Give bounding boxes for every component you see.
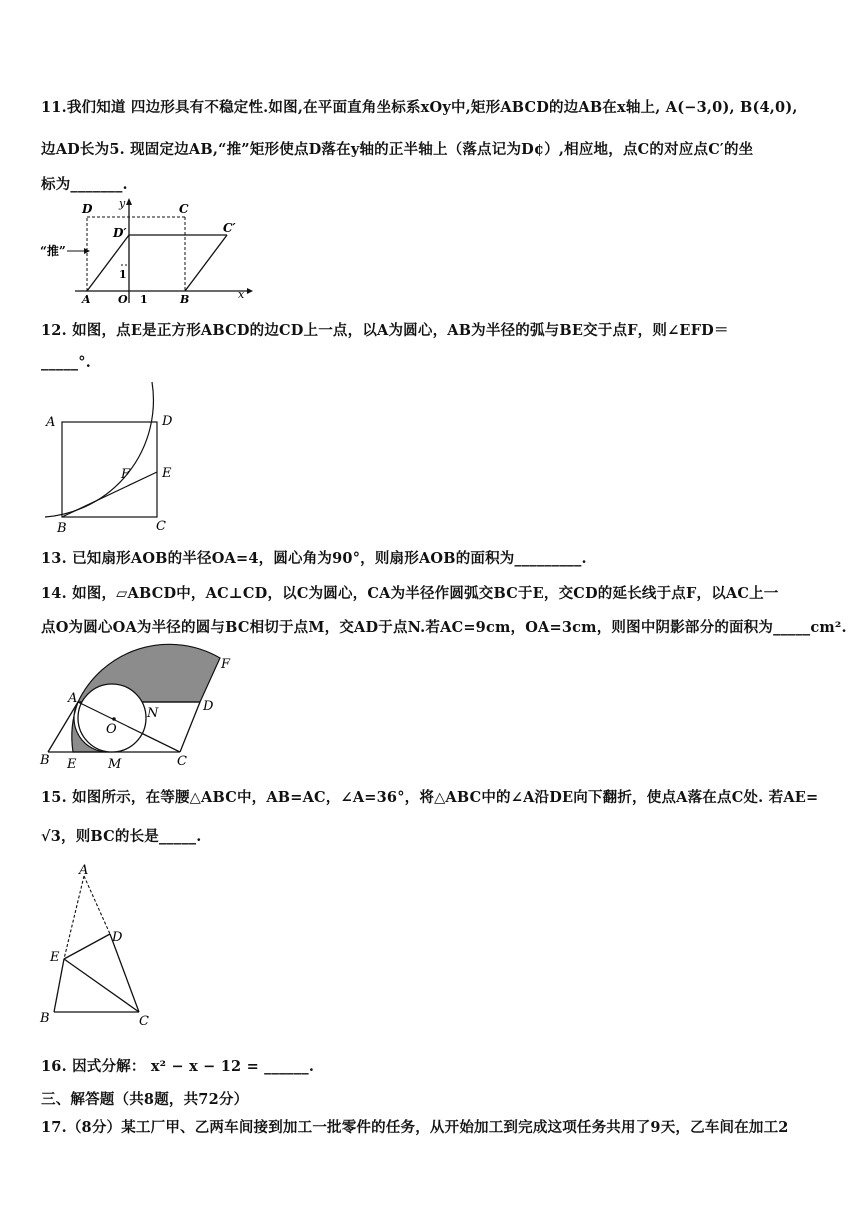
q11-label-Dprime: D′ (113, 226, 127, 240)
q11-label-A: A (82, 293, 91, 306)
q12-label-D: D (162, 414, 173, 429)
q14-label-F: F (221, 657, 231, 672)
q15-line1: 15. 如图所示，在等腰△ABC中，AB=AC，∠A=36°，将△ABC中的∠A沿DE向下翻折，使点A落在点C处. 若AE= (41, 789, 819, 806)
q14-label-C: C (177, 754, 187, 769)
q11-label-1y: 1 (119, 268, 127, 281)
q15-label-E: E (50, 950, 60, 965)
q15-label-C: C (139, 1014, 149, 1029)
q15-line2: √3，则BC的长是_____. (41, 828, 202, 845)
q14-line2: 点O为圆心OA为半径的圆与BC相切于点M，交AD于点N.若AC=9cm，OA=3cm，则图中阴影部分的面积为_____cm². (41, 619, 847, 636)
q14-figure (40, 652, 250, 772)
q15-label-B: B (40, 1011, 50, 1026)
q12-label-B: B (57, 521, 67, 536)
q12-line2: _____°. (41, 354, 91, 371)
q15-figure (38, 862, 168, 1032)
q11-label-x: x (238, 288, 245, 301)
q11-label-D: D (82, 202, 93, 216)
q11-label-B: B (180, 293, 190, 306)
q14-label-E: E (67, 757, 77, 772)
q12-label-F: F (121, 467, 131, 482)
q11-label-C: C (179, 202, 189, 216)
q14-label-B: B (40, 753, 50, 768)
q14-label-A: A (68, 691, 78, 706)
q14-label-M: M (108, 757, 122, 772)
q11-label-y: y (119, 197, 126, 210)
q11-line3: 标为_______. (41, 176, 128, 193)
q11-figure (40, 195, 260, 310)
q12-label-C: C (156, 519, 166, 534)
q12-line1: 12. 如图，点E是正方形ABCD的边CD上一点，以A为圆心，AB为半径的弧与BE交于点F，则∠EFD＝ (41, 322, 729, 339)
section3-title: 三、解答题（共8题，共72分） (41, 1091, 249, 1108)
q12-figure (40, 380, 200, 540)
q13-line1: 13. 已知扇形AOB的半径OA=4，圆心角为90°，则扇形AOB的面积为_________. (41, 550, 587, 567)
q11-label-push: “推” (40, 244, 66, 258)
q16-line1: 16. 因式分解： x² − x − 12 = ______. (41, 1058, 315, 1075)
q14-label-O: O (106, 722, 117, 737)
q11-line2: 边AD长为5. 现固定边AB,“推”矩形使点D落在y轴的正半轴上（落点记为D¢）,相应地，点C的对应点C′的坐 (41, 141, 754, 158)
q12-label-E: E (162, 466, 172, 481)
q11-label-Cprime: C′ (223, 221, 236, 235)
q11-line1: 11.我们知道 四边形具有不稳定性.如图,在平面直角坐标系xOy中,矩形ABCD的边AB在x轴上, A(−3,0), B(4,0), (41, 99, 798, 116)
q12-label-A: A (46, 415, 56, 430)
q14-line1: 14. 如图，▱ABCD中，AC⊥CD，以C为圆心，CA为半径作圆弧交BC于E，交CD的延长线于点F，以AC上一 (41, 585, 779, 602)
q11-label-1x: 1 (140, 293, 148, 306)
q14-label-N: N (147, 706, 159, 721)
q15-label-D: D (112, 930, 123, 945)
q11-label-O: O (118, 293, 128, 306)
q14-label-D: D (203, 699, 214, 714)
q15-label-A: A (79, 863, 89, 878)
q17-line1: 17.（8分）某工厂甲、乙两车间接到加工一批零件的任务，从开始加工到完成这项任务共用了9天，乙车间在加工2 (41, 1119, 789, 1136)
